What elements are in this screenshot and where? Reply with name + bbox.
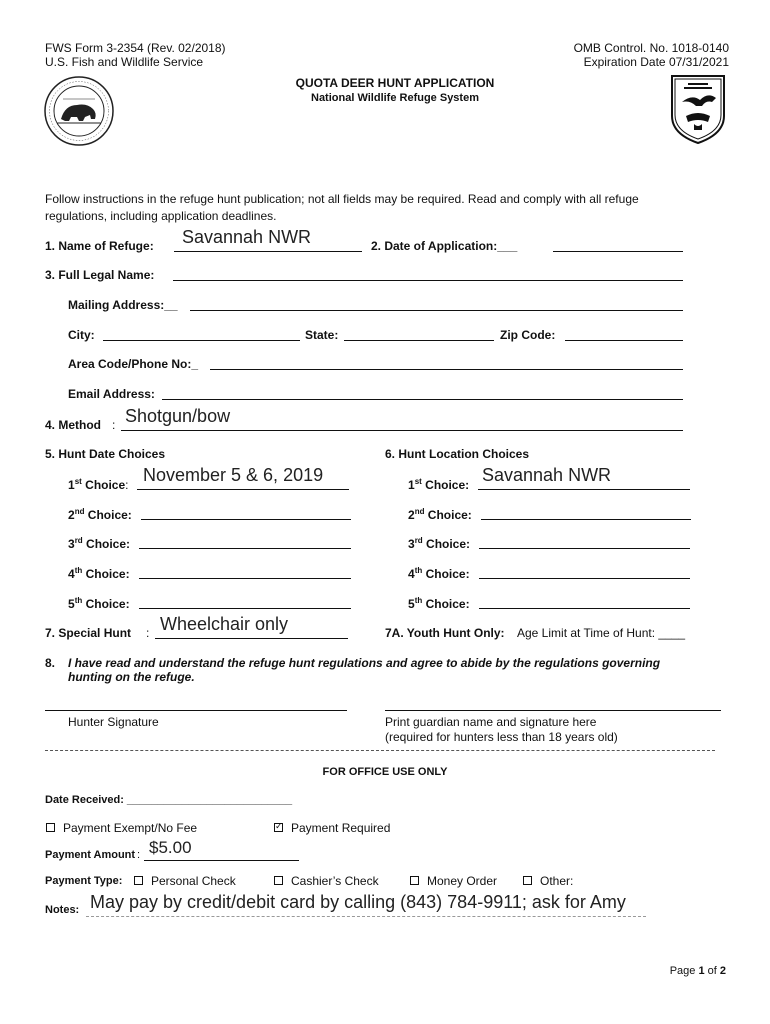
- refuge-name-field[interactable]: Savannah NWR: [182, 227, 312, 247]
- payment-required-checkbox[interactable]: [274, 823, 283, 832]
- payment-amount-label: Payment Amount: [45, 849, 136, 861]
- agreement-line2: hunting on the refuge.: [68, 670, 195, 684]
- youth-hunt-label: 7A. Youth Hunt Only:: [385, 626, 505, 640]
- phone-field[interactable]: [210, 369, 683, 370]
- omb-number: OMB Control. No. 1018-0140: [573, 41, 729, 55]
- office-use-heading: FOR OFFICE USE ONLY: [322, 766, 448, 778]
- payment-amount-line: [144, 860, 299, 861]
- location-choice-1-label: 1st Choice:: [408, 477, 470, 492]
- other-payment-label: Other:: [540, 874, 574, 888]
- instructions-line1: Follow instructions in the refuge hunt publication; not all fields may be required. Read and comply with all refuge: [45, 192, 639, 206]
- phone-label: Area Code/Phone No:_: [68, 357, 199, 371]
- location-choice-2-label: 2nd Choice:: [408, 507, 472, 522]
- date-choice-2-label: 2nd Choice:: [68, 507, 132, 522]
- date-choice-5-label: 5th Choice:: [68, 596, 130, 611]
- date-choice-1-field[interactable]: November 5 & 6, 2019: [143, 465, 324, 485]
- payment-exempt-checkbox[interactable]: [46, 823, 55, 832]
- notes-label: Notes:: [45, 904, 80, 916]
- special-hunt-label: 7. Special Hunt: [45, 626, 132, 640]
- location-choice-4-field[interactable]: [479, 578, 690, 579]
- personal-check-label: Personal Check: [151, 874, 236, 888]
- state-field[interactable]: [344, 340, 494, 341]
- method-field[interactable]: Shotgun/bow: [125, 406, 231, 426]
- youth-age-limit[interactable]: Age Limit at Time of Hunt: ____: [517, 626, 686, 640]
- fws-shield-logo-icon: [668, 72, 728, 146]
- city-field[interactable]: [103, 340, 300, 341]
- guardian-signature-label: Print guardian name and signature here: [385, 715, 597, 729]
- email-label: Email Address:: [68, 387, 155, 401]
- method-label: 4. Method: [45, 418, 101, 432]
- instructions-line2: regulations, including application deadlines.: [45, 209, 277, 223]
- cashiers-check-checkbox[interactable]: [274, 876, 283, 885]
- date-received-field[interactable]: Date Received: ___________________________: [45, 794, 293, 806]
- form-title: QUOTA DEER HUNT APPLICATION: [295, 76, 495, 90]
- location-choice-5-label: 5th Choice:: [408, 596, 470, 611]
- state-label: State:: [305, 328, 339, 342]
- form-number: FWS Form 3-2354 (Rev. 02/2018): [45, 41, 226, 55]
- notes-line: [86, 916, 646, 917]
- payment-exempt-label: Payment Exempt/No Fee: [63, 821, 198, 835]
- hunt-location-heading: 6. Hunt Location Choices: [385, 447, 530, 461]
- application-date-label: 2. Date of Application:___: [371, 239, 518, 253]
- office-divider: [45, 750, 715, 751]
- agreement-line1: I have read and understand the refuge hunt regulations and agree to abide by the regulations governing: [68, 656, 661, 670]
- form-subtitle: National Wildlife Refuge System: [311, 92, 479, 104]
- guardian-signature-field[interactable]: [385, 710, 721, 711]
- payment-required-label: Payment Required: [291, 821, 391, 835]
- cashiers-check-label: Cashier’s Check: [291, 874, 379, 888]
- expiration-date: Expiration Date 07/31/2021: [583, 55, 729, 69]
- hunter-signature-field[interactable]: [45, 710, 347, 711]
- payment-amount-field[interactable]: $5.00: [149, 838, 192, 857]
- personal-check-checkbox[interactable]: [134, 876, 143, 885]
- zip-label: Zip Code:: [500, 328, 556, 342]
- hunt-date-heading: 5. Hunt Date Choices: [45, 447, 166, 461]
- date-choice-4-field[interactable]: [139, 578, 351, 579]
- legal-name-field[interactable]: [173, 280, 683, 281]
- email-field[interactable]: [162, 399, 683, 400]
- location-choice-5-field[interactable]: [479, 608, 690, 609]
- special-hunt-field[interactable]: Wheelchair only: [160, 614, 289, 634]
- legal-name-label: 3. Full Legal Name:: [45, 268, 155, 282]
- application-date-field[interactable]: [553, 251, 683, 252]
- guardian-signature-note: (required for hunters less than 18 years old): [385, 730, 618, 744]
- location-choice-4-label: 4th Choice:: [408, 566, 470, 581]
- date-choice-4-label: 4th Choice:: [68, 566, 130, 581]
- date-choice-5-field[interactable]: [139, 608, 351, 609]
- special-hunt-line: [155, 638, 348, 639]
- refuge-name-line: [174, 251, 362, 252]
- date-choice-3-field[interactable]: [139, 548, 351, 549]
- other-payment-checkbox[interactable]: [523, 876, 532, 885]
- date-choice-2-field[interactable]: [141, 519, 351, 520]
- date-choice-3-label: 3rd Choice:: [68, 536, 131, 551]
- hunter-signature-label: Hunter Signature: [68, 715, 159, 729]
- location-choice-3-field[interactable]: [479, 548, 690, 549]
- method-line: [121, 430, 683, 431]
- location-choice-1-field[interactable]: Savannah NWR: [482, 465, 612, 485]
- money-order-checkbox[interactable]: [410, 876, 419, 885]
- location-choice-2-field[interactable]: [481, 519, 691, 520]
- location-choice-3-label: 3rd Choice:: [408, 536, 471, 551]
- mailing-address-field[interactable]: [190, 310, 683, 311]
- agency-name: U.S. Fish and Wildlife Service: [45, 55, 204, 69]
- mailing-address-label: Mailing Address:__: [68, 298, 178, 312]
- notes-field[interactable]: May pay by credit/debit card by calling (843) 784-9911; ask for Amy: [90, 892, 626, 912]
- date-choice-1-label: 1st Choice:: [68, 477, 129, 492]
- zip-field[interactable]: [565, 340, 683, 341]
- interior-department-seal-icon: [43, 75, 115, 147]
- city-label: City:: [68, 328, 95, 342]
- agreement-number: 8.: [45, 656, 56, 670]
- page-number: Page 1 of 2: [669, 965, 726, 977]
- money-order-label: Money Order: [427, 874, 498, 888]
- payment-type-label: Payment Type:: [45, 875, 123, 887]
- refuge-name-label: 1. Name of Refuge:: [45, 239, 154, 253]
